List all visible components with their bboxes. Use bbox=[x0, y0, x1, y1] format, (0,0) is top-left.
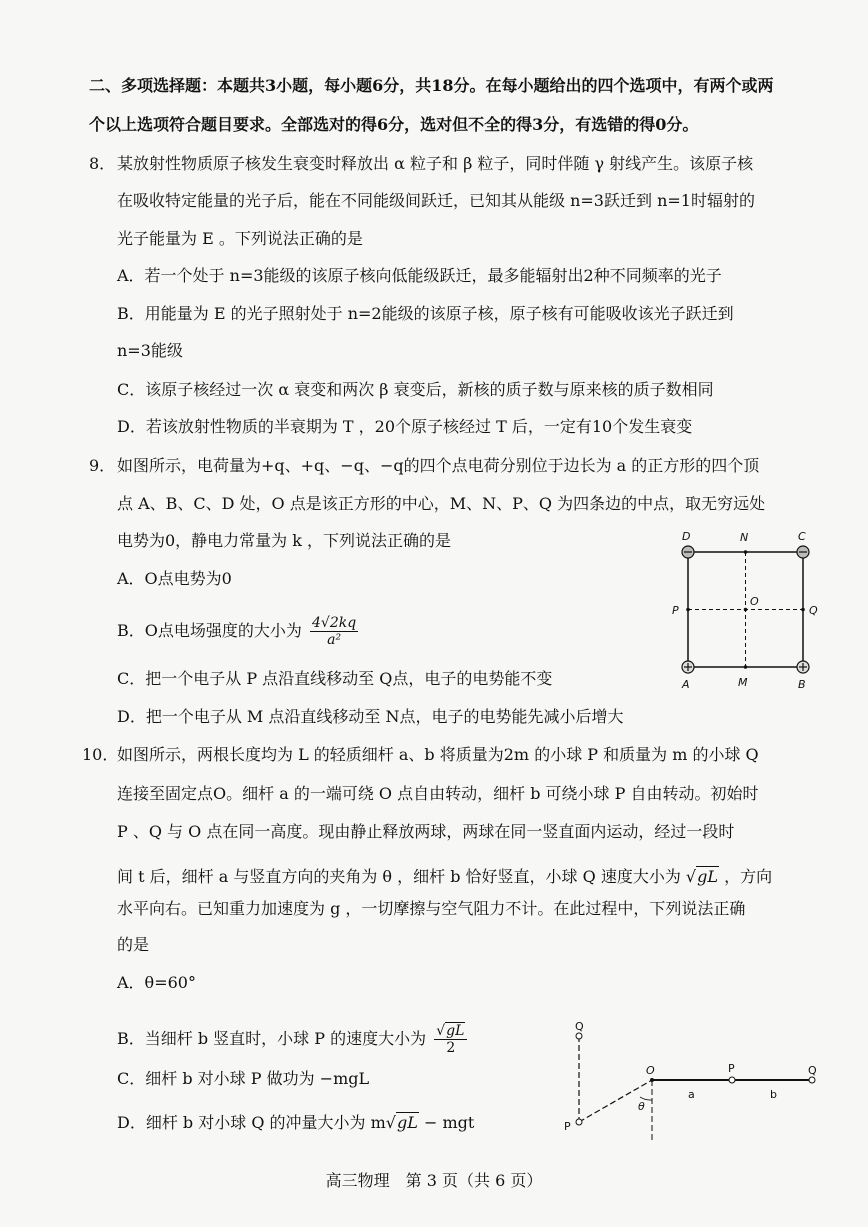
ball-p bbox=[729, 1077, 735, 1083]
label-n: N bbox=[740, 531, 749, 544]
midpoint-m bbox=[744, 665, 748, 669]
label-rod-a: a bbox=[688, 1088, 695, 1101]
label-p: P bbox=[672, 604, 679, 617]
label-o: O bbox=[750, 595, 759, 608]
q10-number: 10． bbox=[82, 745, 119, 764]
label-d: D bbox=[682, 530, 691, 543]
q9-option-b-numerator: 4√2kq bbox=[311, 615, 357, 631]
q9-stem-line2: 点 A、B、C、D 处，O 点是该正方形的中心，M、N、P、Q 为四条边的中点，取无穷远处 bbox=[117, 494, 766, 513]
midpoint-p bbox=[686, 608, 690, 612]
label-m: M bbox=[738, 676, 748, 689]
q10-stem-line4-post: ，方向 bbox=[724, 867, 773, 886]
label-b: B bbox=[798, 678, 806, 691]
q9-option-d: D．把一个电子从 M 点沿直线移动至 N点，电子的电势能先减小后增大 bbox=[117, 707, 624, 726]
q8-stem-line1: 某放射性物质原子核发生衰变时释放出 α 粒子和 β 粒子，同时伴随 γ 射线产生。该原子核 bbox=[117, 154, 754, 173]
q8-option-d: D．若该放射性物质的半衰期为 T ，20个原子核经过 T 后，一定有10个发生衰变 bbox=[117, 417, 693, 436]
section-header-line1: 二、多项选择题：本题共3小题，每小题6分，共18分。在每小题给出的四个选项中，有两个或两 bbox=[89, 76, 774, 95]
q10-option-b-numerator: √gL bbox=[434, 1023, 467, 1040]
charge-d bbox=[682, 546, 694, 558]
pivot-o bbox=[650, 1078, 654, 1082]
q10-stem-line5: 水平向右。已知重力加速度为 g ，一切摩擦与空气阻力不计。在此过程中，下列说法正确 bbox=[117, 899, 746, 918]
label-o: O bbox=[646, 1064, 655, 1077]
q10-stem-line4: 间 t 后，细杆 a 与竖直方向的夹角为 θ ，细杆 b 恰好竖直，小球 Q 速度大小为 √gL ，方向 bbox=[117, 867, 773, 886]
label-theta: θ bbox=[638, 1100, 645, 1113]
q10-option-a: A．θ=60° bbox=[117, 973, 196, 992]
q8-stem-line3: 光子能量为 E 。下列说法正确的是 bbox=[117, 229, 363, 248]
section-header-line2: 个以上选项符合题目要求。全部选对的得6分，选对但不全的得3分，有选错的得0分。 bbox=[89, 115, 699, 134]
q10-stem-line1: 如图所示，两根长度均为 L 的轻质细杆 a、b 将质量为2m 的小球 P 和质量为 m 的小球 Q bbox=[117, 745, 759, 764]
q9-number: 9． bbox=[89, 456, 116, 475]
q10-option-d: D．细杆 b 对小球 Q 的冲量大小为 m√gL − mgt bbox=[117, 1113, 475, 1132]
q8-number: 8． bbox=[89, 154, 116, 173]
q9-stem-line1: 如图所示，电荷量为+q、+q、−q、−q的四个点电荷分别位于边长为 a 的正方形的四个顶 bbox=[117, 456, 760, 475]
q8-option-b-line1: B．用能量为 E 的光子照射处于 n=2能级的该原子核，原子核有可能吸收该光子跃迁到 bbox=[117, 304, 734, 323]
q10-option-d-radicand: gL bbox=[397, 1113, 418, 1132]
q9-option-c: C．把一个电子从 P 点沿直线移动至 Q点，电子的电势能不变 bbox=[117, 669, 553, 688]
q10-stem-line6: 的是 bbox=[117, 935, 150, 954]
q10-stem-line4-pre: 间 t 后，细杆 a 与竖直方向的夹角为 θ ，细杆 b 恰好竖直，小球 Q 速度大小为 bbox=[117, 867, 681, 886]
label-rod-b: b bbox=[770, 1088, 777, 1101]
q8-option-c: C．该原子核经过一次 α 衰变和两次 β 衰变后，新核的质子数与原来核的质子数相同 bbox=[117, 380, 714, 399]
q10-option-b-text: B．当细杆 b 竖直时，小球 P 的速度大小为 bbox=[117, 1029, 427, 1048]
page-footer: 高三物理 第 3 页（共 6 页） bbox=[325, 1171, 543, 1190]
q9-square-figure bbox=[668, 528, 828, 698]
midpoint-q bbox=[801, 608, 805, 612]
q8-stem-line2: 在吸收特定能量的光子后，能在不同能级间跃迁，已知其从能级 n=3跃迁到 n=1时辐射的 bbox=[117, 191, 755, 210]
midpoint-n bbox=[744, 550, 748, 554]
label-p-low: P bbox=[564, 1120, 571, 1133]
charge-a bbox=[682, 661, 694, 673]
label-c: C bbox=[798, 530, 806, 543]
charge-c bbox=[797, 546, 809, 558]
charge-b bbox=[797, 661, 809, 673]
label-q: Q bbox=[809, 604, 818, 617]
label-p: P bbox=[728, 1062, 735, 1075]
q9-option-b bbox=[117, 612, 361, 650]
q10-option-b-denominator: 2 bbox=[446, 1040, 456, 1056]
q9-option-b-fraction bbox=[310, 615, 358, 648]
ball-q-final bbox=[576, 1033, 582, 1039]
q10-option-c: C．细杆 b 对小球 P 做功为 −mgL bbox=[117, 1069, 370, 1088]
q10-stem-line2: 连接至固定点O。细杆 a 的一端可绕 O 点自由转动，细杆 b 可绕小球 P 自由转动。初始时 bbox=[117, 784, 759, 803]
q10-rod-figure bbox=[560, 1018, 830, 1143]
q10-stem-line3: P 、Q 与 O 点在同一高度。现由静止释放两球，两球在同一竖直面内运动，经过一段时 bbox=[117, 822, 735, 841]
label-q: Q bbox=[808, 1064, 817, 1077]
q9-option-b-denominator: a² bbox=[327, 632, 342, 648]
ball-p-final bbox=[576, 1119, 582, 1125]
label-q-top: Q bbox=[575, 1020, 584, 1033]
q9-stem-line3: 电势为0，静电力常量为 k ，下列说法正确的是 bbox=[117, 531, 452, 550]
q8-option-a: A．若一个处于 n=3能级的该原子核向低能级跃迁，最多能辐射出2种不同频率的光子 bbox=[117, 266, 722, 285]
q9-option-a: A．O点电势为0 bbox=[117, 569, 232, 588]
q10-option-d-text: D．细杆 b 对小球 Q 的冲量大小为 m bbox=[117, 1113, 386, 1132]
ball-q bbox=[809, 1077, 815, 1083]
label-a: A bbox=[682, 678, 690, 691]
center-o bbox=[744, 608, 748, 612]
q8-option-b-line2: n=3能级 bbox=[117, 341, 183, 360]
q10-option-d-post: − mgt bbox=[418, 1113, 475, 1132]
q10-option-b bbox=[117, 1020, 470, 1058]
q10-option-b-fraction bbox=[434, 1023, 467, 1056]
q9-option-b-text: B．O点电场强度的大小为 bbox=[117, 621, 302, 640]
q10-stem-line4-radicand: gL bbox=[697, 867, 718, 886]
